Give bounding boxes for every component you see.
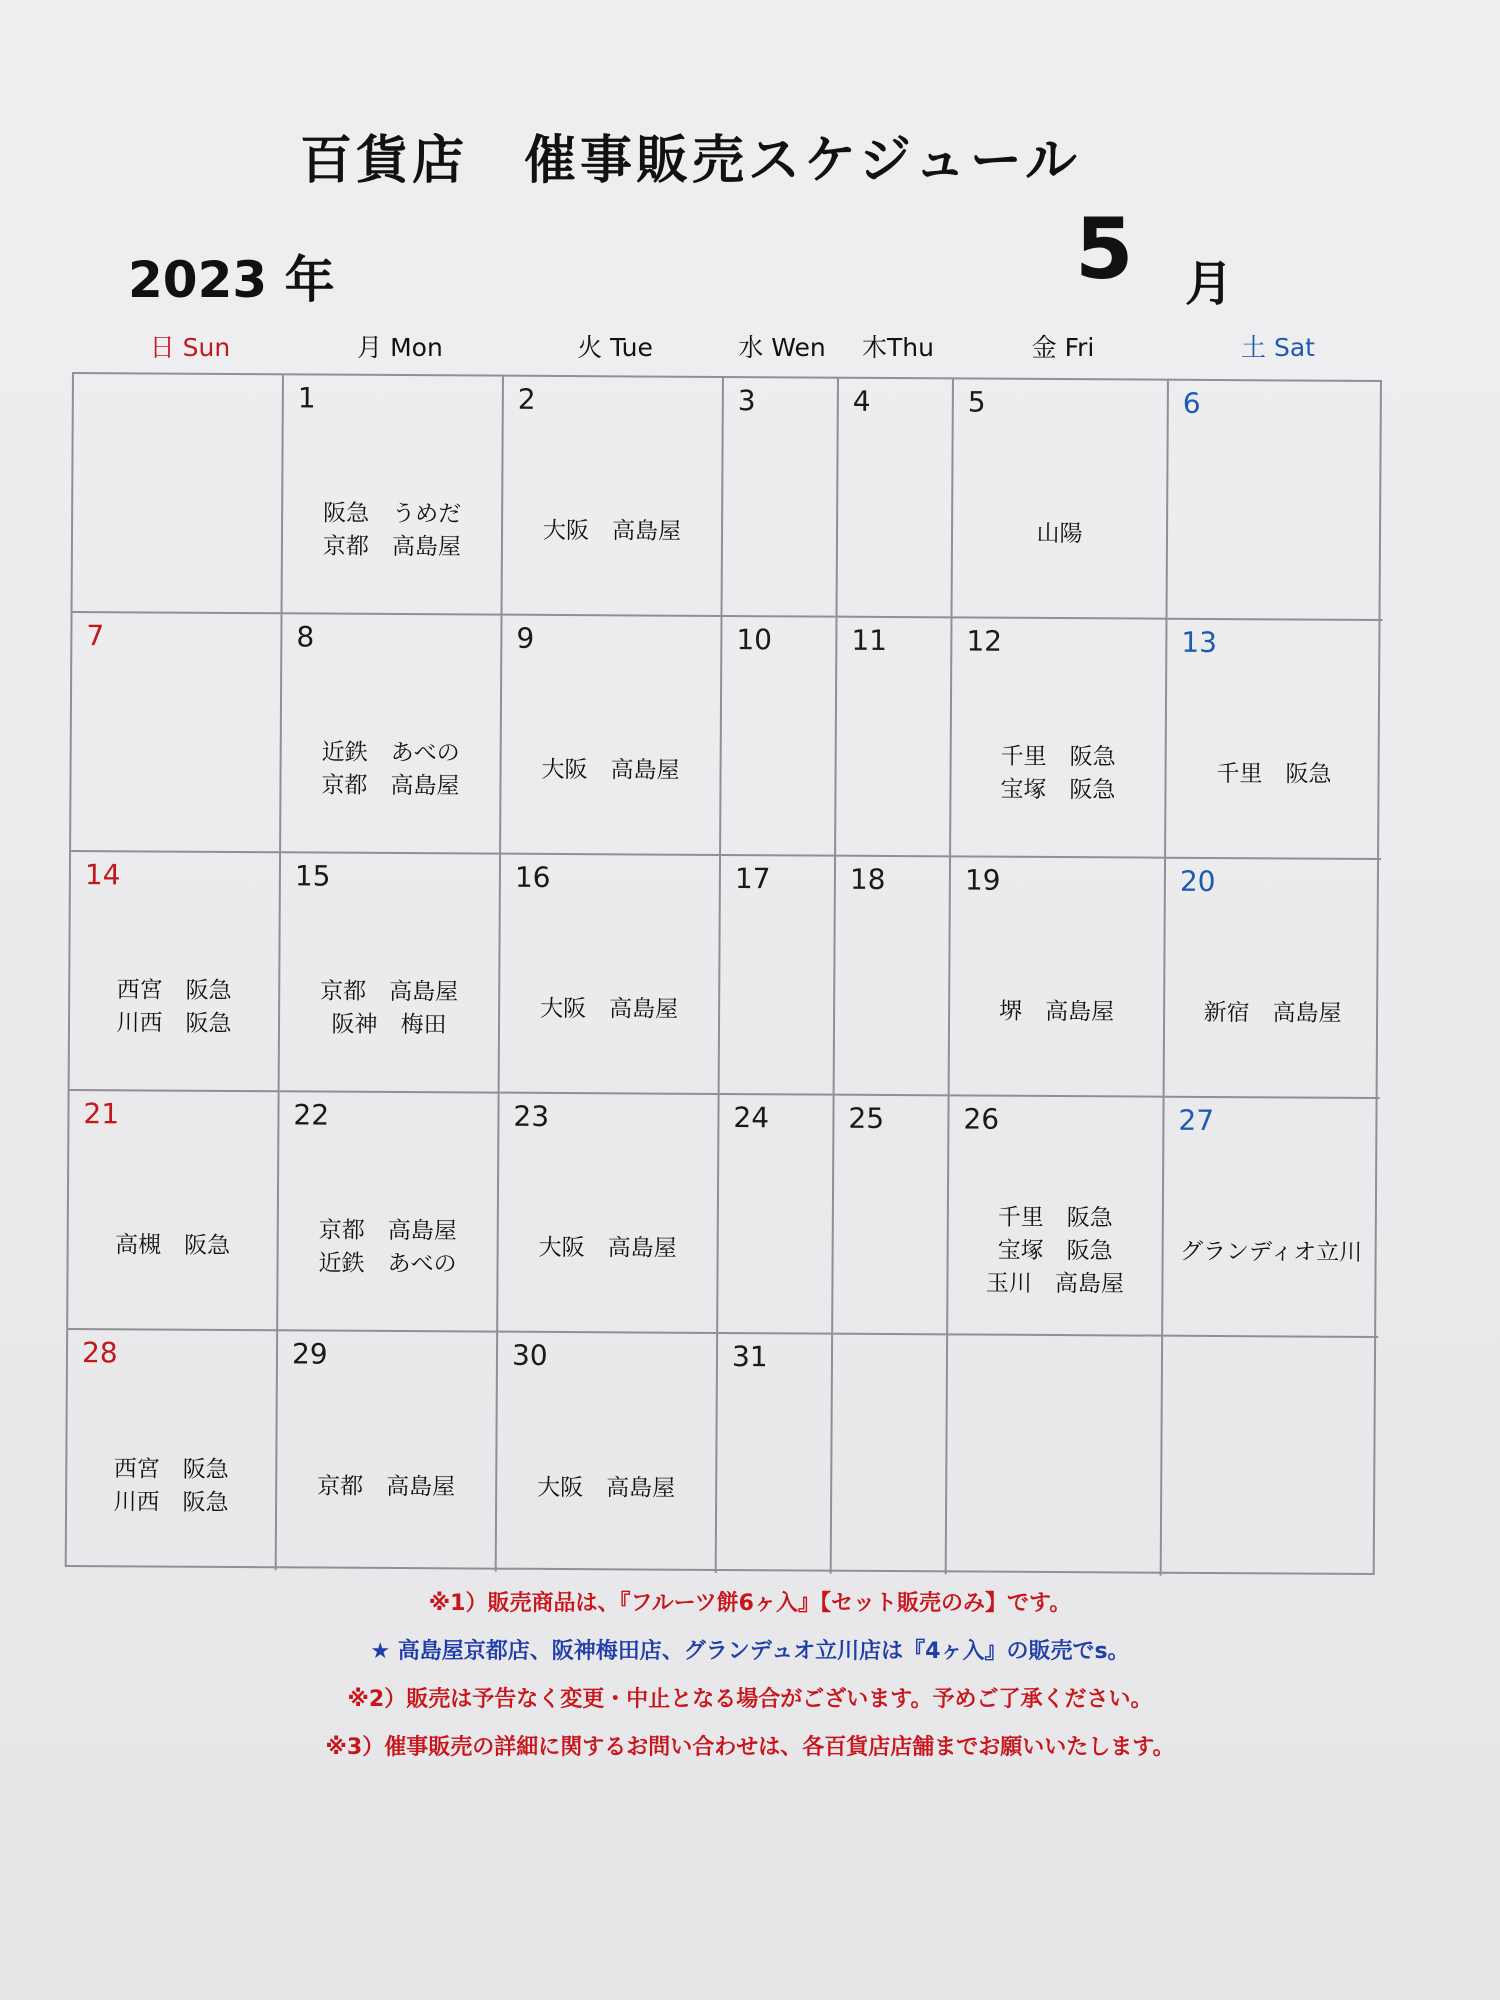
event-entry: 玉川 高島屋	[985, 1270, 1125, 1298]
event-entry: 西宮 阪急	[113, 1455, 229, 1483]
event-entry: 京都 高島屋	[318, 1217, 457, 1244]
event-entry: 近鉄 あべの	[318, 1250, 457, 1277]
weekday-sat: 土 Sat	[1241, 333, 1315, 362]
day-number: 21	[83, 1097, 120, 1131]
event-list	[503, 469, 722, 595]
note-star: ★ 高島屋京都店、阪神梅田店、グランデュオ立川店は『4ヶ入』の販売でs。	[370, 1639, 1130, 1664]
event-list	[948, 1188, 1162, 1314]
weekday-mon: 月 Mon	[357, 333, 443, 362]
event-list	[277, 1423, 496, 1551]
event-entry: 京都 高島屋	[322, 533, 462, 560]
event-entry: 新宿 高島屋	[1203, 999, 1342, 1027]
calendar-cell	[500, 855, 721, 1095]
day-number: 19	[964, 863, 1001, 897]
day-number: 28	[81, 1336, 118, 1370]
calendar-cell	[67, 1330, 278, 1570]
event-list	[951, 710, 1165, 836]
day-number: 14	[84, 858, 121, 892]
event-entry: 大阪 高島屋	[540, 995, 679, 1023]
event-list	[280, 945, 499, 1071]
event-entry: 宝塚 阪急	[1000, 776, 1116, 803]
weekday-tue: 火 Tue	[577, 333, 653, 362]
day-number: 5	[967, 385, 986, 419]
event-entry: 大阪 高島屋	[537, 1474, 676, 1502]
event-entry: 大阪 高島屋	[541, 756, 680, 784]
event-list	[950, 949, 1164, 1075]
event-list	[1165, 951, 1381, 1077]
event-list	[70, 944, 279, 1070]
event-entry: 近鉄 あべの	[321, 739, 460, 766]
calendar-cell	[498, 1094, 719, 1334]
note-2: ※2）販売は予告なく変更・中止となる場合がございます。予めご了承ください。	[347, 1687, 1153, 1712]
note-1: ※1）販売商品は、『フルーツ餅6ヶ入』【セット販売のみ】です。	[428, 1591, 1072, 1616]
day-number: 18	[849, 862, 886, 896]
event-list	[68, 1183, 277, 1309]
event-entry: 阪神 梅田	[331, 1011, 447, 1038]
event-list	[281, 706, 500, 832]
event-entry: 大阪 高島屋	[538, 1234, 677, 1262]
day-number: 20	[1179, 864, 1216, 898]
day-number: 9	[516, 621, 535, 655]
event-entry: 堺 高島屋	[999, 998, 1115, 1026]
event-list	[500, 947, 719, 1073]
event-list	[67, 1422, 276, 1550]
day-number: 26	[963, 1102, 1000, 1136]
event-list	[953, 471, 1167, 597]
day-number: 7	[86, 619, 105, 653]
calendar-cell	[721, 617, 837, 857]
weekday-sun: 日 Sun	[149, 333, 231, 362]
event-entry: 千里 阪急	[1216, 760, 1332, 788]
day-number: 2	[517, 382, 536, 416]
event-entry: 京都 高島屋	[320, 978, 459, 1005]
day-number: 29	[291, 1337, 328, 1371]
calendar-cell	[723, 378, 839, 618]
calendar-cell	[283, 375, 504, 615]
calendar-cell	[1166, 620, 1382, 860]
calendar-cell	[1165, 859, 1381, 1099]
calendar-cell	[1168, 381, 1384, 621]
event-entry: 宝塚 阪急	[997, 1237, 1113, 1265]
weekday-thu: 木Thu	[862, 333, 934, 362]
calendar-cell	[836, 618, 952, 858]
event-list	[1163, 1190, 1379, 1316]
day-number: 25	[848, 1101, 885, 1135]
calendar-cell	[503, 377, 724, 617]
notes-block	[0, 1580, 1500, 1772]
day-number: 31	[731, 1340, 768, 1374]
calendar-cell	[70, 852, 281, 1092]
calendar-cell	[947, 1335, 1163, 1575]
event-list	[1166, 712, 1382, 838]
day-number: 23	[513, 1099, 550, 1133]
calendar-cell	[951, 618, 1167, 858]
event-list	[278, 1184, 497, 1310]
day-number: 22	[293, 1098, 330, 1132]
calendar-cell	[73, 374, 284, 614]
day-number: 11	[851, 623, 888, 657]
calendar-grid	[65, 372, 1382, 1575]
weekday-wed: 水 Wen	[738, 333, 826, 362]
event-entry: 山陽	[1036, 520, 1083, 548]
month-unit: 月	[1185, 256, 1234, 312]
event-entry: 京都 高島屋	[321, 772, 460, 799]
event-entry: 千里 阪急	[997, 1204, 1113, 1232]
calendar-cell	[838, 379, 954, 619]
event-list	[501, 708, 720, 834]
event-list	[497, 1425, 716, 1553]
calendar-cell	[717, 1334, 833, 1574]
page-title: 百貨店 催事販売スケジュール	[300, 131, 1081, 191]
day-number: 3	[737, 384, 756, 418]
day-number: 10	[736, 623, 773, 657]
event-entry: 京都 高島屋	[317, 1473, 456, 1501]
day-number: 4	[852, 384, 871, 418]
calendar-cell	[277, 1331, 498, 1571]
calendar-cell	[497, 1333, 718, 1573]
event-entry: 大阪 高島屋	[542, 517, 682, 545]
event-list	[283, 467, 502, 593]
calendar-cell	[835, 857, 951, 1097]
event-entry: 川西 阪急	[113, 1488, 229, 1516]
calendar-cell	[280, 853, 501, 1093]
day-number: 16	[514, 860, 551, 894]
day-number: 8	[296, 620, 315, 654]
calendar-cell	[720, 856, 836, 1096]
calendar-cell	[281, 614, 502, 854]
day-number: 13	[1181, 625, 1218, 659]
month-number: 5	[1075, 200, 1134, 298]
day-number: 30	[511, 1338, 548, 1372]
day-number: 1	[297, 381, 316, 415]
calendar-cell	[953, 379, 1169, 619]
calendar-cell	[948, 1096, 1164, 1336]
event-entry: 川西 阪急	[116, 1009, 232, 1037]
event-entry: 西宮 阪急	[116, 976, 232, 1004]
event-list	[498, 1186, 717, 1312]
day-number: 6	[1182, 386, 1201, 420]
calendar-cell	[832, 1335, 948, 1575]
calendar-cell	[1162, 1337, 1378, 1577]
calendar-cell	[950, 857, 1166, 1097]
event-entry: グランディオ立川	[1179, 1238, 1363, 1266]
calendar-cell	[718, 1095, 834, 1335]
event-entry: 高槻 阪急	[115, 1232, 231, 1259]
day-number: 15	[294, 859, 331, 893]
day-number: 12	[966, 624, 1003, 658]
calendar-cell	[833, 1096, 949, 1336]
calendar-cell	[278, 1092, 499, 1332]
event-entry: 阪急 うめだ	[323, 500, 462, 527]
note-3: ※3）催事販売の詳細に関するお問い合わせは、各百貨店店舗までお願いいたします。	[325, 1735, 1175, 1760]
calendar-cell	[501, 616, 722, 856]
event-entry: 千里 阪急	[1000, 743, 1116, 770]
day-number: 24	[733, 1101, 770, 1135]
weekday-fri: 金 Fri	[1031, 333, 1095, 362]
day-number: 17	[734, 862, 771, 896]
year-label: 2023 年	[128, 251, 335, 309]
calendar-cell	[68, 1091, 279, 1331]
calendar-cell	[71, 613, 282, 853]
day-number: 27	[1178, 1103, 1215, 1137]
calendar-cell	[1163, 1098, 1379, 1338]
